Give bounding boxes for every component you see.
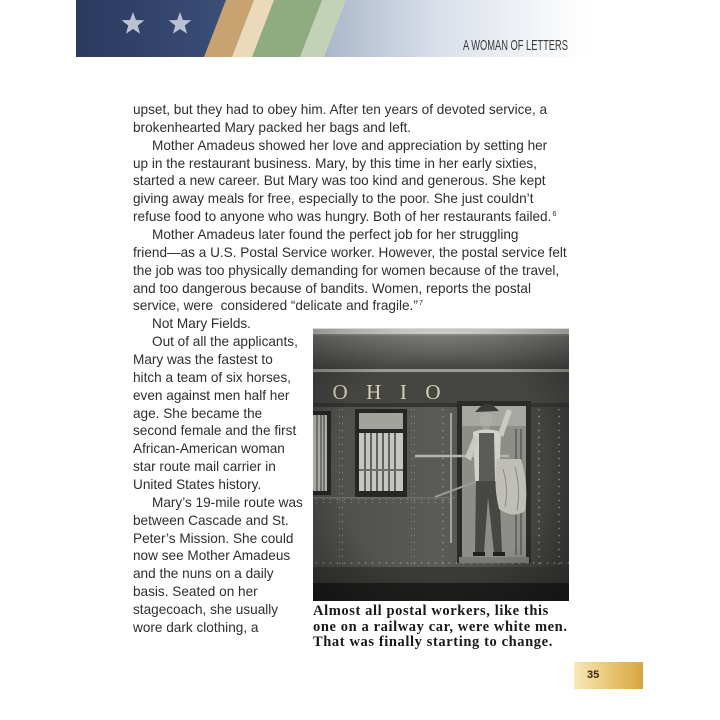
body-line [133, 297, 573, 315]
page-number-tab [574, 662, 643, 689]
body-line: Peter’s Mission. She could [133, 530, 294, 546]
paragraph [133, 101, 573, 137]
footnote-marker: 7 [418, 298, 424, 308]
caption-line: That was finally starting to change. [313, 634, 553, 651]
page-number: 35 [587, 669, 600, 681]
body-line: second female and the first [133, 423, 297, 439]
body-line: Mary’s 19-mile route was [152, 494, 303, 510]
body-line: started a new career. But Mary was too kind and generous. She kept [133, 173, 546, 189]
body-line: African-American woman [133, 441, 285, 457]
paragraph [133, 137, 573, 226]
photo-caption [313, 604, 568, 651]
chapter-banner [76, 0, 590, 57]
body-line: Mother Amadeus later found the perfect job for her struggling [152, 227, 519, 243]
railway-car-photo [313, 329, 569, 601]
photo-vignette [313, 329, 569, 601]
body-line: up in the restaurant business. Mary, by this time in her early sixties, [133, 155, 537, 171]
body-line: star route mail carrier in [133, 459, 276, 475]
body-line: even against men half her [133, 387, 290, 403]
railway-car-image [313, 329, 569, 601]
body-line: Out of all the applicants, [152, 334, 298, 350]
body-line: Mother Amadeus showed her love and appreciation by setting her [152, 137, 548, 153]
body-line: friend—as a U.S. Postal Service worker. However, the postal service felt [133, 244, 567, 260]
body-line: between Cascade and St. [133, 512, 289, 528]
body-line-text: refuse food to anyone who was hungry. Both of her restaurants failed. [133, 209, 552, 225]
banner-navy-panel [76, 0, 226, 57]
body-line: brokenhearted Mary packed her bags and left. [133, 119, 412, 135]
caption-line: one on a railway car, were white men. [313, 618, 568, 635]
body-line: United States history. [133, 477, 262, 493]
body-line: hitch a team of six horses, [133, 369, 291, 385]
body-line [133, 208, 573, 226]
body-line: the job was too physically demanding for women because of the travel, [133, 262, 560, 278]
body-line: Not Mary Fields. [152, 316, 251, 332]
body-line: now see Mother Amadeus [133, 548, 291, 564]
body-line: basis. Seated on her [133, 584, 258, 600]
body-line: upset, but they had to obey him. After ten years of devoted service, a [133, 102, 548, 117]
body-line: age. She became the [133, 405, 263, 421]
body-line: giving away meals for free, especially to the poor. She just couldn’t [133, 191, 534, 207]
paragraph [133, 226, 573, 315]
body-line: wore dark clothing, a [133, 619, 259, 635]
caption-line: Almost all postal workers, like this [313, 603, 549, 619]
body-line: and the nuns on a daily [133, 566, 274, 582]
body-line-text: service, were considered “delicate and fragile.” [133, 298, 418, 314]
running-head: A WOMAN OF LETTERS [463, 37, 568, 54]
body-line: Mary was the fastest to [133, 352, 273, 368]
body-line: and too dangerous because of bandits. Women, reports the postal [133, 280, 532, 296]
body-line: stagecoach, she usually [133, 602, 279, 618]
footnote-marker: 6 [552, 209, 557, 219]
